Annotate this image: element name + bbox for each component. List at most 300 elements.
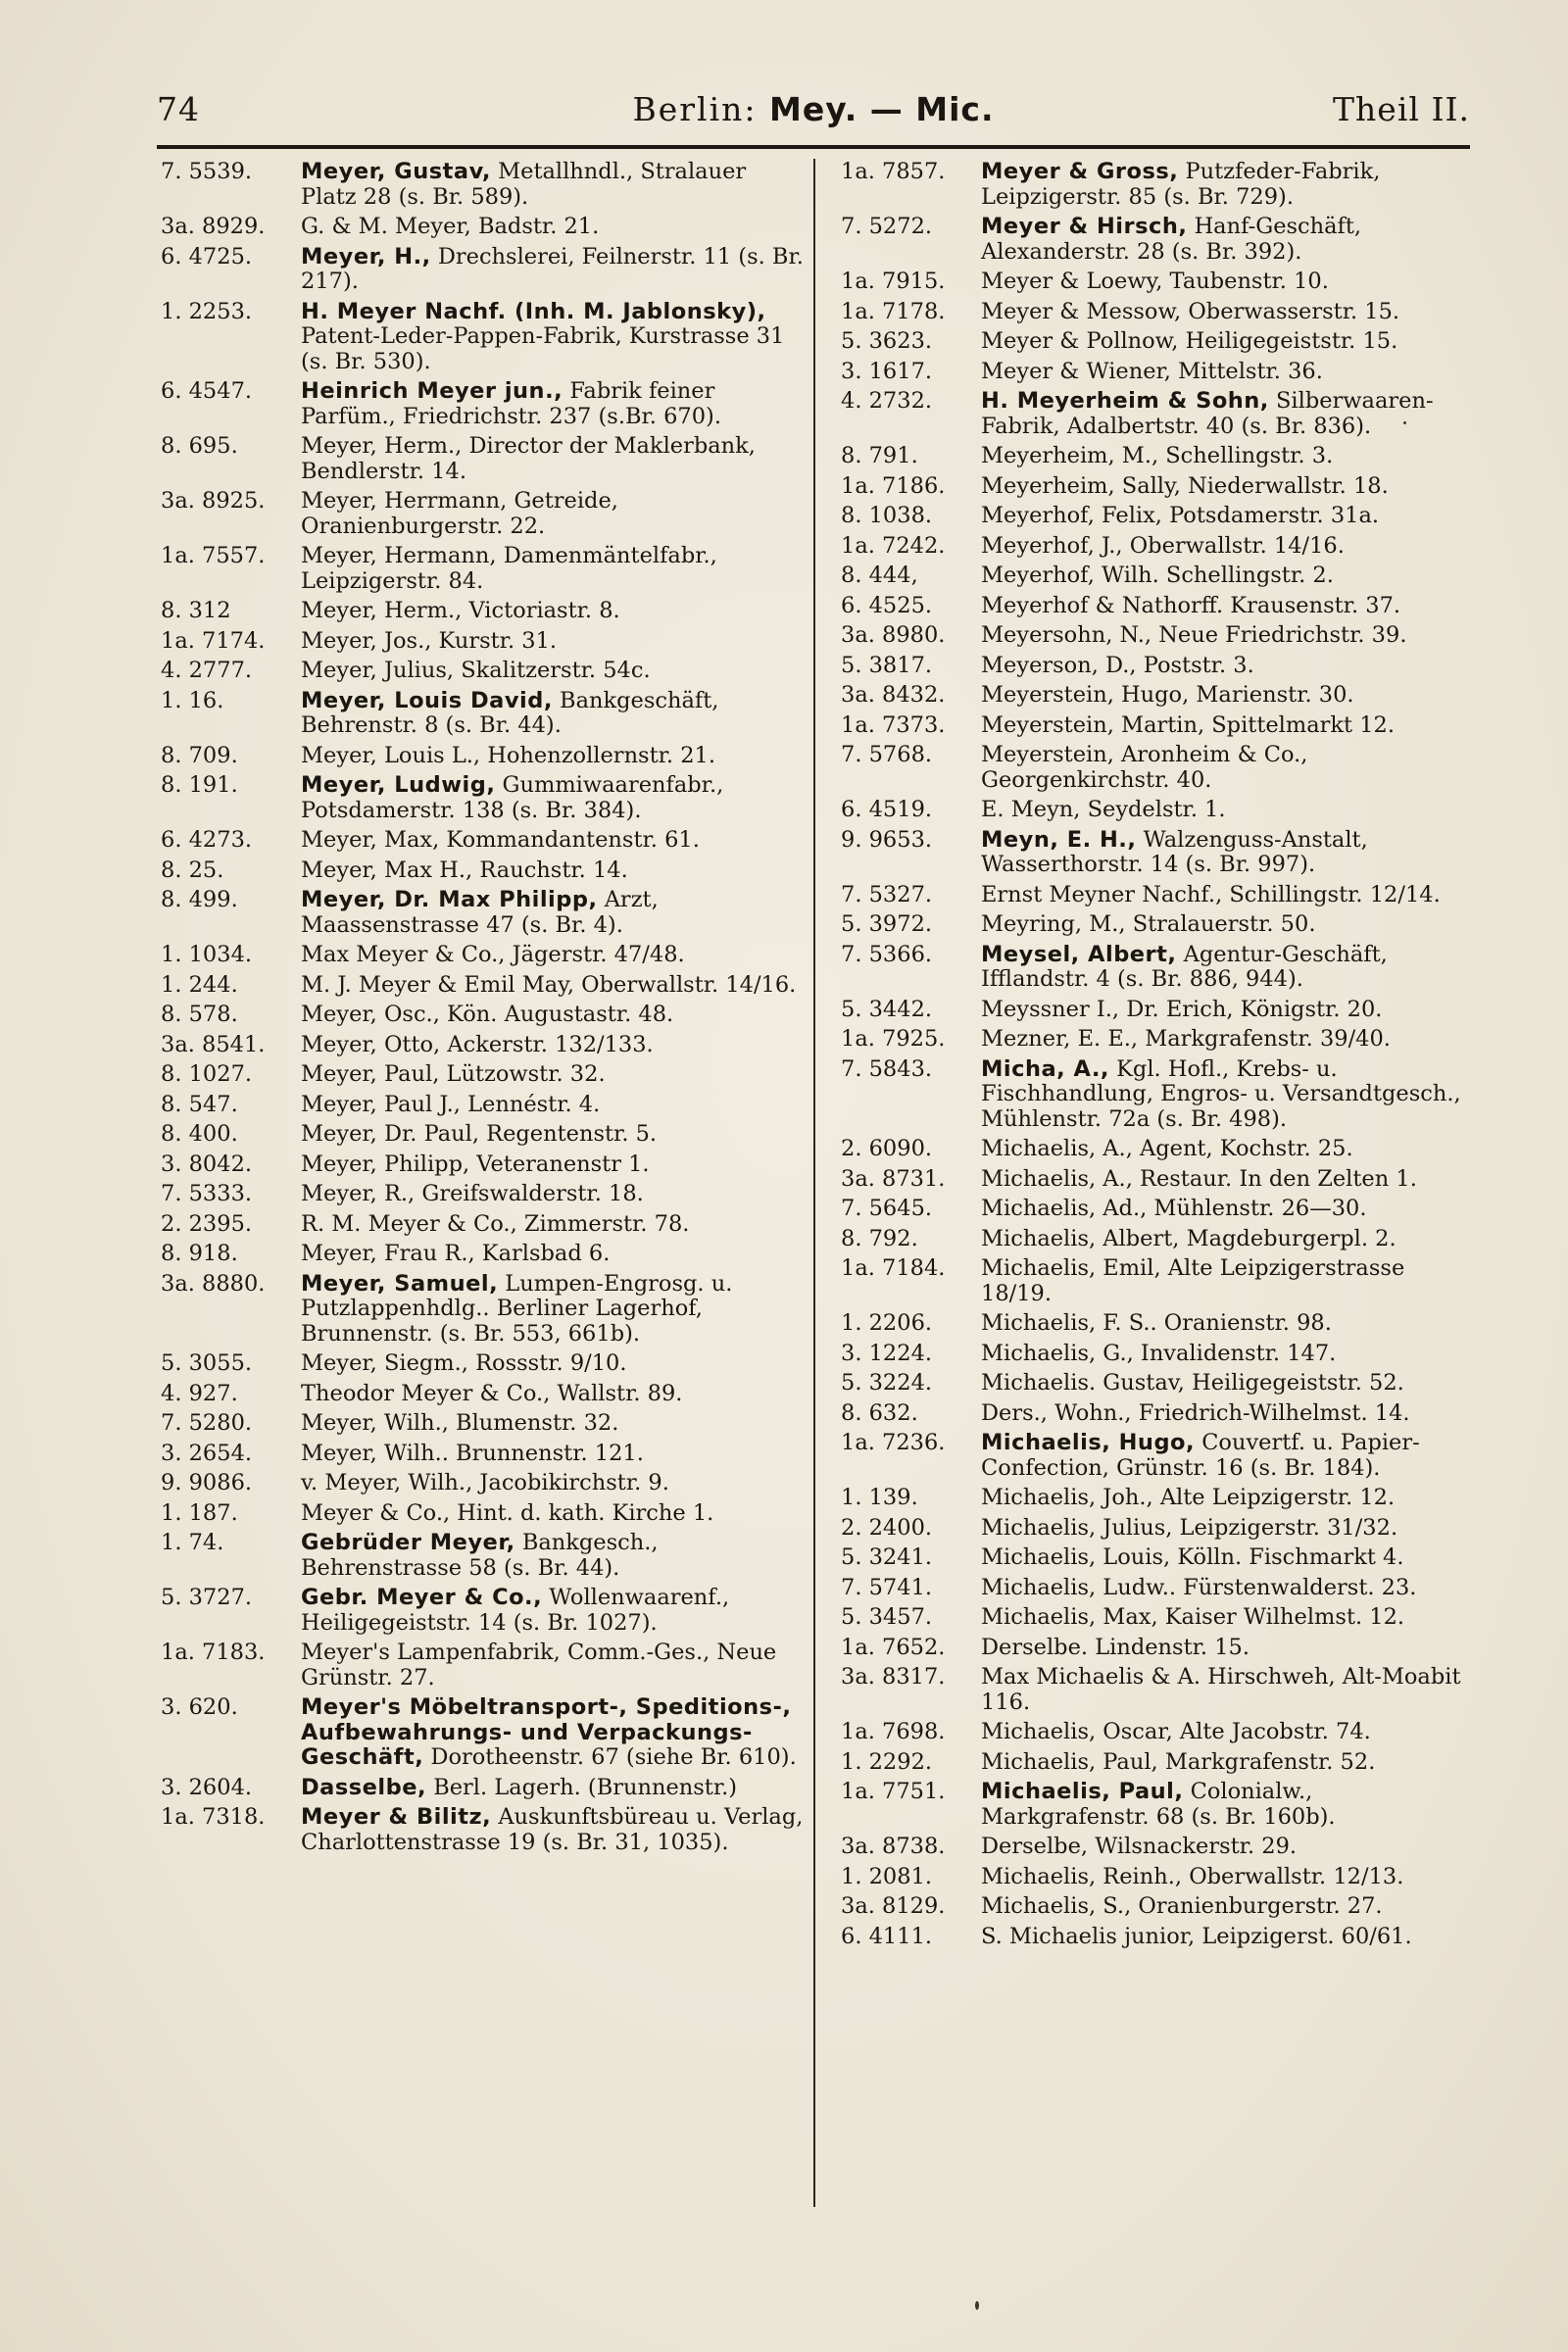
entry-text: Hanf-Geschäft, Alexanderstr. 28 (s. Br. 392). (981, 214, 1362, 265)
entry-text: Bankgesch., Behrenstrasse 58 (s. Br. 44). (301, 1530, 659, 1581)
phone-code: 1a. 7178. (841, 298, 946, 324)
entry-body (981, 1605, 1476, 1631)
phone-code: 1. 187. (161, 1499, 238, 1526)
phone-code: 2. 6090. (841, 1136, 933, 1161)
phone-code: 6. 4273. (161, 827, 253, 853)
entry-text: Meyer & Pollnow, Heiligegeiststr. 15. (981, 328, 1398, 354)
phone-code: 1a. 7174. (161, 627, 266, 654)
entry-text: Meyer & Co., Hint. d. kath. Kirche 1. (301, 1499, 714, 1526)
entry-name-bold: H. Meyer Nachf. (Inh. M. Jablonsky), (301, 298, 766, 324)
directory-entry (841, 504, 1476, 529)
entry-text: Meyer, Dr. Paul, Regentenstr. 5. (301, 1121, 658, 1147)
phone-code: 1a. 7183. (161, 1640, 266, 1665)
phone-code: 5. 3623. (841, 328, 933, 354)
entry-name-bold: Meyer, H., (301, 243, 431, 270)
entry-body (981, 1665, 1476, 1715)
entry-text: Mezner, E. E., Markgrafenstr. 39/40. (981, 1026, 1391, 1052)
phone-code: 1. 1034. (161, 942, 253, 967)
entry-body (301, 943, 808, 968)
entry-body (301, 1122, 808, 1148)
entry-text: Meyer, Siegm., Rossstr. 9/10. (301, 1350, 627, 1376)
phone-code: 1. 139. (841, 1485, 918, 1510)
phone-code: 1. 2081. (841, 1863, 933, 1889)
phone-code: 1a. 7652. (841, 1634, 946, 1660)
entry-text: Meyerhof, Felix, Potsdamerstr. 31a. (981, 503, 1380, 528)
entry-body (981, 1167, 1476, 1193)
entry-text: Meyerstein, Martin, Spittelmarkt 12. (981, 711, 1395, 738)
phone-code: 5. 3442. (841, 996, 933, 1022)
entry-text: Meyer, Hermann, Damenmäntelfabr., Leipzigerstr. 84. (301, 543, 717, 594)
entry-body (301, 1382, 808, 1407)
phone-code: 1a. 7242. (841, 532, 946, 559)
entry-body (981, 828, 1476, 878)
phone-code: 1a. 7318. (161, 1804, 266, 1830)
entry-name-bold: Meysel, Albert, (981, 941, 1177, 967)
entry-body (981, 300, 1476, 325)
directory-entry (161, 1586, 808, 1636)
entry-body (981, 1057, 1476, 1133)
directory-entry (841, 998, 1476, 1023)
entry-text: Meyer & Loewy, Taubenstr. 10. (981, 269, 1329, 294)
page-header (157, 90, 1470, 139)
phone-code: 1a. 7925. (841, 1026, 946, 1052)
entry-text: Meyerhof, Wilh. Schellingstr. 2. (981, 563, 1334, 588)
phone-code: 5. 3972. (841, 911, 933, 937)
directory-entry (841, 1256, 1476, 1306)
entry-text: Dorotheenstr. 67 (siehe Br. 610). (430, 1744, 797, 1770)
entry-text: R. M. Meyer & Co., Zimmerstr. 78. (301, 1210, 690, 1237)
directory-entry (841, 1311, 1476, 1337)
entry-text: Meyer, Herm., Director der Maklerbank, Bendlerstr. 14. (301, 433, 756, 484)
directory-entry (161, 1411, 808, 1437)
phone-code: 7. 5539. (161, 159, 253, 184)
phone-code: 9. 9086. (161, 1470, 253, 1495)
entry-body (981, 943, 1476, 993)
entry-text: Wollenwaarenf., Heiligegeiststr. 14 (s. Br. 1027). (301, 1585, 730, 1636)
entry-text: Michaelis, Emil, Alte Leipzigerstrasse 18/19. (981, 1255, 1405, 1306)
entry-body (981, 1720, 1476, 1745)
entry-text: Michaelis, Oscar, Alte Jacobstr. 74. (981, 1719, 1371, 1744)
phone-code: 5. 3224. (841, 1370, 933, 1396)
paper-speck (1403, 421, 1406, 424)
entry-name-bold: Meyer, Samuel, (301, 1270, 499, 1297)
entry-body (981, 389, 1476, 439)
entry-text: Michaelis, G., Invalidenstr. 147. (981, 1340, 1337, 1366)
header-city: Berlin: (632, 90, 758, 128)
phone-code: 7. 5768. (841, 742, 933, 767)
directory-entry (161, 1471, 808, 1496)
directory-entry (841, 1605, 1476, 1631)
entry-text: Meyer, Osc., Kön. Augustastr. 48. (301, 1002, 674, 1027)
entry-name-bold: Meyer, Gustav, (301, 159, 491, 184)
phone-code: 8. 791. (841, 443, 918, 468)
entry-text: Meyer, Max, Kommandantenstr. 61. (301, 827, 700, 853)
entry-body (981, 564, 1476, 589)
entry-body (301, 773, 808, 823)
directory-entry (161, 1776, 808, 1801)
entry-body (301, 1471, 808, 1496)
directory-entry (841, 1371, 1476, 1396)
entry-body (981, 1431, 1476, 1481)
directory-entry (161, 300, 808, 375)
phone-code: 5. 3727. (161, 1585, 253, 1610)
directory-entry (161, 689, 808, 739)
directory-entry (841, 300, 1476, 325)
paper-speck (975, 2301, 979, 2310)
entry-text: Arzt, Maassenstrasse 47 (s. Br. 4). (301, 887, 659, 938)
entry-body (981, 1865, 1476, 1890)
phone-code: 8. 444, (841, 563, 918, 588)
directory-entry (841, 683, 1476, 709)
entry-text: Meyssner I., Dr. Erich, Königstr. 20. (981, 996, 1383, 1022)
entry-body (301, 744, 808, 769)
phone-code: 3a. 8925. (161, 488, 266, 514)
phone-code: 4. 2777. (161, 658, 253, 683)
directory-entry (161, 629, 808, 655)
directory-entry (841, 1342, 1476, 1367)
entry-name-bold: Michaelis, Paul, (981, 1779, 1184, 1804)
directory-entry (841, 1865, 1476, 1890)
entry-body (981, 504, 1476, 529)
phone-code: 1a. 7857. (841, 159, 946, 184)
entry-text: Meyer, R., Greifswalderstr. 18. (301, 1181, 644, 1206)
directory-entry (841, 534, 1476, 560)
directory-entry (841, 912, 1476, 938)
directory-entry (161, 1033, 808, 1058)
directory-entry (161, 1062, 808, 1088)
directory-entry (841, 1486, 1476, 1511)
phone-code: 1a. 7915. (841, 269, 946, 294)
phone-code: 8. 1038. (841, 503, 933, 528)
entry-body (981, 798, 1476, 823)
directory-entry (841, 1197, 1476, 1222)
entry-name-bold: H. Meyerheim & Sohn, (981, 388, 1269, 414)
directory-entry (161, 1242, 808, 1267)
entry-text: E. Meyn, Seydelstr. 1. (981, 797, 1226, 822)
directory-entry (841, 1401, 1476, 1427)
directory-entry (841, 1894, 1476, 1920)
entry-body (981, 215, 1476, 265)
right-column (841, 160, 1476, 1954)
entry-body (981, 654, 1476, 679)
phone-code: 2. 2395. (161, 1210, 253, 1237)
entry-text: Meyer, Herrmann, Getreide, Oranienburgerstr. 22. (301, 488, 618, 539)
phone-code: 5. 3241. (841, 1544, 933, 1570)
entry-text: v. Meyer, Wilh., Jacobikirchstr. 9. (301, 1470, 669, 1495)
entry-body (981, 1545, 1476, 1571)
directory-entry (161, 858, 808, 884)
entry-text: Meyerhof, J., Oberwallstr. 14/16. (981, 532, 1345, 559)
directory-entry (841, 329, 1476, 355)
phone-code: 1a. 7186. (841, 472, 946, 499)
entry-text: Meyring, M., Stralauerstr. 50. (981, 911, 1316, 937)
phone-code: 3a. 8880. (161, 1270, 266, 1297)
entry-body (981, 1197, 1476, 1222)
directory-entry (841, 215, 1476, 265)
directory-entry (841, 1516, 1476, 1542)
directory-entry (161, 544, 808, 594)
entry-body (301, 828, 808, 854)
directory-entry (841, 828, 1476, 878)
entry-name-bold: Meyn, E. H., (981, 826, 1137, 853)
entry-body (301, 1501, 808, 1527)
directory-entry (161, 1641, 808, 1690)
entry-body (981, 1256, 1476, 1306)
entry-text: Michaelis. Gustav, Heiligegeiststr. 52. (981, 1370, 1404, 1396)
directory-entry (161, 160, 808, 210)
header-range: Mey. — Mic. (769, 90, 995, 128)
entry-text: Walzenguss-Anstalt, Wasserthorstr. 14 (s. Br. 997). (981, 826, 1368, 877)
directory-entry (161, 888, 808, 938)
entry-text: Michaelis, A., Restaur. In den Zelten 1. (981, 1165, 1417, 1192)
directory-entry (161, 215, 808, 240)
entry-name-bold: Meyer & Gross, (981, 159, 1179, 184)
entry-text: Michaelis, Reinh., Oberwallstr. 12/13. (981, 1863, 1404, 1889)
phone-code: 3a. 8432. (841, 682, 946, 708)
entry-text: Michaelis, Louis, Kölln. Fischmarkt 4. (981, 1544, 1404, 1570)
entry-body (301, 659, 808, 684)
entry-name-bold: Meyer & Hirsch, (981, 214, 1188, 239)
entry-name-bold: Gebrüder Meyer, (301, 1530, 515, 1555)
entry-text: Michaelis, Ad., Mühlenstr. 26—30. (981, 1196, 1367, 1221)
entry-body (301, 1003, 808, 1028)
directory-entry (161, 489, 808, 539)
directory-entry (161, 828, 808, 854)
entry-text: Putzfeder-Fabrik, Leipzigerstr. 85 (s. Br. 729). (981, 159, 1381, 210)
entry-body (301, 858, 808, 884)
entry-body (301, 379, 808, 429)
entry-name-bold: Michaelis, Hugo, (981, 1430, 1196, 1455)
phone-code: 1. 2253. (161, 298, 253, 324)
phone-code: 1a. 7184. (841, 1255, 946, 1281)
directory-entry (841, 1167, 1476, 1193)
phone-code: 8. 632. (841, 1399, 918, 1426)
entry-body (981, 1894, 1476, 1920)
directory-entry (161, 1501, 808, 1527)
entry-text: Metallhndl., Stralauer Platz 28 (s. Br. 589). (301, 159, 747, 210)
entry-body (301, 215, 808, 240)
entry-body (301, 1351, 808, 1377)
directory-entry (841, 1780, 1476, 1830)
entry-body (981, 1576, 1476, 1601)
directory-entry (841, 654, 1476, 679)
phone-code: 3a. 8541. (161, 1031, 266, 1057)
entry-name-bold: Meyer, Louis David, (301, 687, 553, 713)
entry-body (301, 1442, 808, 1467)
entry-body (981, 594, 1476, 619)
directory-entry (841, 1057, 1476, 1133)
entry-body (981, 1516, 1476, 1542)
directory-entry (841, 474, 1476, 500)
directory-entry (841, 1545, 1476, 1571)
phone-code: 3. 2604. (161, 1774, 253, 1800)
directory-entry (841, 1576, 1476, 1601)
entry-text: Meyer, Max H., Rauchstr. 14. (301, 857, 628, 883)
entry-text: Theodor Meyer & Co., Wallstr. 89. (301, 1380, 683, 1406)
directory-entry (161, 1122, 808, 1148)
directory-entry (161, 659, 808, 684)
phone-code: 7. 5333. (161, 1181, 253, 1206)
column-divider (813, 159, 815, 2207)
phone-code: 3a. 8317. (841, 1664, 946, 1690)
directory-entry (161, 1003, 808, 1028)
directory-entry (161, 1805, 808, 1855)
directory-entry (841, 623, 1476, 649)
directory-entry (161, 1442, 808, 1467)
entry-name-bold: Meyer, Ludwig, (301, 772, 496, 798)
directory-entry (841, 1925, 1476, 1950)
directory-entry (841, 1027, 1476, 1053)
entry-body (981, 1925, 1476, 1950)
entry-body (301, 1586, 808, 1636)
entry-body (981, 1371, 1476, 1396)
entry-text: Meyer's Lampenfabrik, Comm.-Ges., Neue Grünstr. 27. (301, 1640, 777, 1690)
entry-body (981, 743, 1476, 793)
phone-code: 7. 5741. (841, 1574, 933, 1600)
entry-body (981, 444, 1476, 469)
phone-code: 9. 9653. (841, 826, 933, 853)
phone-code: 5. 3457. (841, 1604, 933, 1630)
directory-entry (841, 389, 1476, 439)
phone-code: 8. 578. (161, 1002, 238, 1027)
entry-text: Meyer & Messow, Oberwasserstr. 15. (981, 298, 1400, 324)
entry-text: Michaelis, Max, Kaiser Wilhelmst. 12. (981, 1604, 1405, 1630)
directory-entry (841, 1750, 1476, 1776)
phone-code: 3. 1617. (841, 358, 933, 384)
entry-text: Derselbe, Wilsnackerstr. 29. (981, 1834, 1298, 1859)
phone-code: 7. 5280. (161, 1410, 253, 1436)
entry-text: Meyer, Wilh.. Brunnenstr. 121. (301, 1440, 644, 1466)
directory-entry (161, 773, 808, 823)
entry-name-bold: Meyer & Bilitz, (301, 1804, 492, 1830)
entry-body (301, 973, 808, 999)
entry-text: Michaelis, A., Agent, Kochstr. 25. (981, 1136, 1353, 1161)
directory-entry (841, 798, 1476, 823)
entry-text: Auskunftsbüreau u. Verlag, Charlottenstrasse 19 (s. Br. 31, 1035). (301, 1804, 804, 1855)
entry-name-bold: Dasselbe, (301, 1774, 427, 1800)
entry-text: Agentur-Geschäft, Ifflandstr. 4 (s. Br. 886, 944). (981, 941, 1388, 992)
phone-code: 6. 4111. (841, 1923, 933, 1949)
entry-body (981, 1486, 1476, 1511)
entry-body (301, 1272, 808, 1348)
phone-code: 1. 74. (161, 1530, 224, 1555)
directory-entry (841, 270, 1476, 295)
entry-text: Meyer, Herm., Victoriastr. 8. (301, 598, 620, 623)
entry-text: Ernst Meyner Nachf., Schillingstr. 12/14. (981, 881, 1441, 907)
entry-name-bold: Meyer's Möbeltransport-, Speditions-, Aufbewahrungs- und Verpackungs-Geschäft, (301, 1694, 792, 1770)
entry-text: Meyerhof & Nathorff. Krausenstr. 37. (981, 592, 1401, 618)
phone-code: 5. 3817. (841, 652, 933, 678)
phone-code: 1a. 7557. (161, 543, 266, 568)
phone-code: 5. 3055. (161, 1350, 253, 1376)
left-column (161, 160, 808, 1860)
entry-text: Colonialw., Markgrafenstr. 68 (s. Br. 160b). (981, 1779, 1336, 1830)
phone-code: 3. 8042. (161, 1151, 253, 1177)
entry-body (981, 1311, 1476, 1337)
directory-entry (161, 943, 808, 968)
entry-text: Lumpen-Engrosg. u. Putzlappenhdlg.. Berliner Lagerhof, Brunnenstr. (s. Br. 553, 661b). (301, 1270, 733, 1347)
phone-code: 3. 2654. (161, 1440, 253, 1466)
entry-body (981, 1027, 1476, 1053)
directory-entry (161, 434, 808, 484)
directory-entry (161, 1152, 808, 1178)
phone-code: 8. 1027. (161, 1061, 253, 1087)
phone-code: 7. 5327. (841, 881, 933, 907)
phone-code: 8. 400. (161, 1121, 238, 1147)
entry-body (981, 1636, 1476, 1661)
entry-text: Meyer, Paul, Lützowstr. 32. (301, 1061, 606, 1087)
phone-code: 3. 1224. (841, 1340, 933, 1366)
directory-entry (161, 973, 808, 999)
directory-entry (841, 360, 1476, 385)
phone-code: 2. 2400. (841, 1514, 933, 1541)
entry-text: Michaelis, Julius, Leipzigerstr. 31/32. (981, 1514, 1398, 1541)
entry-body (981, 534, 1476, 560)
entry-body (301, 1641, 808, 1690)
entry-text: Meyer, Philipp, Veteranenstr 1. (301, 1151, 650, 1177)
phone-code: 8. 792. (841, 1225, 918, 1251)
phone-code: 4. 927. (161, 1380, 238, 1406)
directory-entry (841, 594, 1476, 619)
entry-body (981, 1750, 1476, 1776)
phone-code: 3a. 8980. (841, 622, 946, 648)
header-title (157, 90, 1470, 128)
directory-entry (841, 1227, 1476, 1252)
entry-body (981, 1401, 1476, 1427)
phone-code: 8. 547. (161, 1091, 238, 1117)
directory-entry (161, 379, 808, 429)
phone-code: 8. 695. (161, 433, 238, 459)
entry-body (301, 1182, 808, 1207)
entry-text: Meyer, Frau R., Karlsbad 6. (301, 1241, 611, 1266)
entry-body (301, 1093, 808, 1118)
phone-code: 4. 2732. (841, 388, 933, 414)
phone-code: 3a. 8731. (841, 1165, 946, 1192)
phone-code: 1. 244. (161, 971, 238, 998)
entry-text: Michaelis, Albert, Magdeburgerpl. 2. (981, 1225, 1396, 1251)
entry-name-bold: Meyer, Dr. Max Philipp, (301, 887, 598, 912)
entry-text: Michaelis, F. S.. Oranienstr. 98. (981, 1310, 1332, 1336)
directory-entry (161, 245, 808, 295)
directory-entry (841, 1636, 1476, 1661)
directory-entry (841, 883, 1476, 908)
entry-body (981, 1342, 1476, 1367)
entry-text: Patent-Leder-Pappen-Fabrik, Kurstrasse 31 (s. Br. 530). (301, 323, 785, 374)
header-part: Theil II. (1333, 90, 1470, 128)
entry-body (981, 1227, 1476, 1252)
entry-text: G. & M. Meyer, Badstr. 21. (301, 214, 600, 239)
directory-entry (841, 1835, 1476, 1860)
directory-entry (161, 599, 808, 624)
phone-code: 6. 4725. (161, 243, 253, 270)
phone-code: 7. 5272. (841, 214, 933, 239)
entry-text: Derselbe. Lindenstr. 15. (981, 1634, 1250, 1660)
entry-text: Max Meyer & Co., Jägerstr. 47/48. (301, 942, 685, 967)
directory-entry (161, 744, 808, 769)
directory-entry (161, 1531, 808, 1581)
phone-code: 8. 499. (161, 887, 238, 912)
entry-text: Michaelis, Ludw.. Fürstenwalderst. 23. (981, 1574, 1417, 1600)
entry-body (301, 1062, 808, 1088)
entry-body (981, 713, 1476, 739)
phone-code: 1. 2206. (841, 1310, 933, 1336)
phone-code: 3a. 8129. (841, 1893, 946, 1919)
entry-text: Fabrik feiner Parfüm., Friedrichstr. 237 (s.Br. 670). (301, 378, 721, 429)
entry-body (981, 1780, 1476, 1830)
directory-entry (161, 1212, 808, 1238)
phone-code: 3. 620. (161, 1694, 238, 1720)
entry-body (301, 629, 808, 655)
